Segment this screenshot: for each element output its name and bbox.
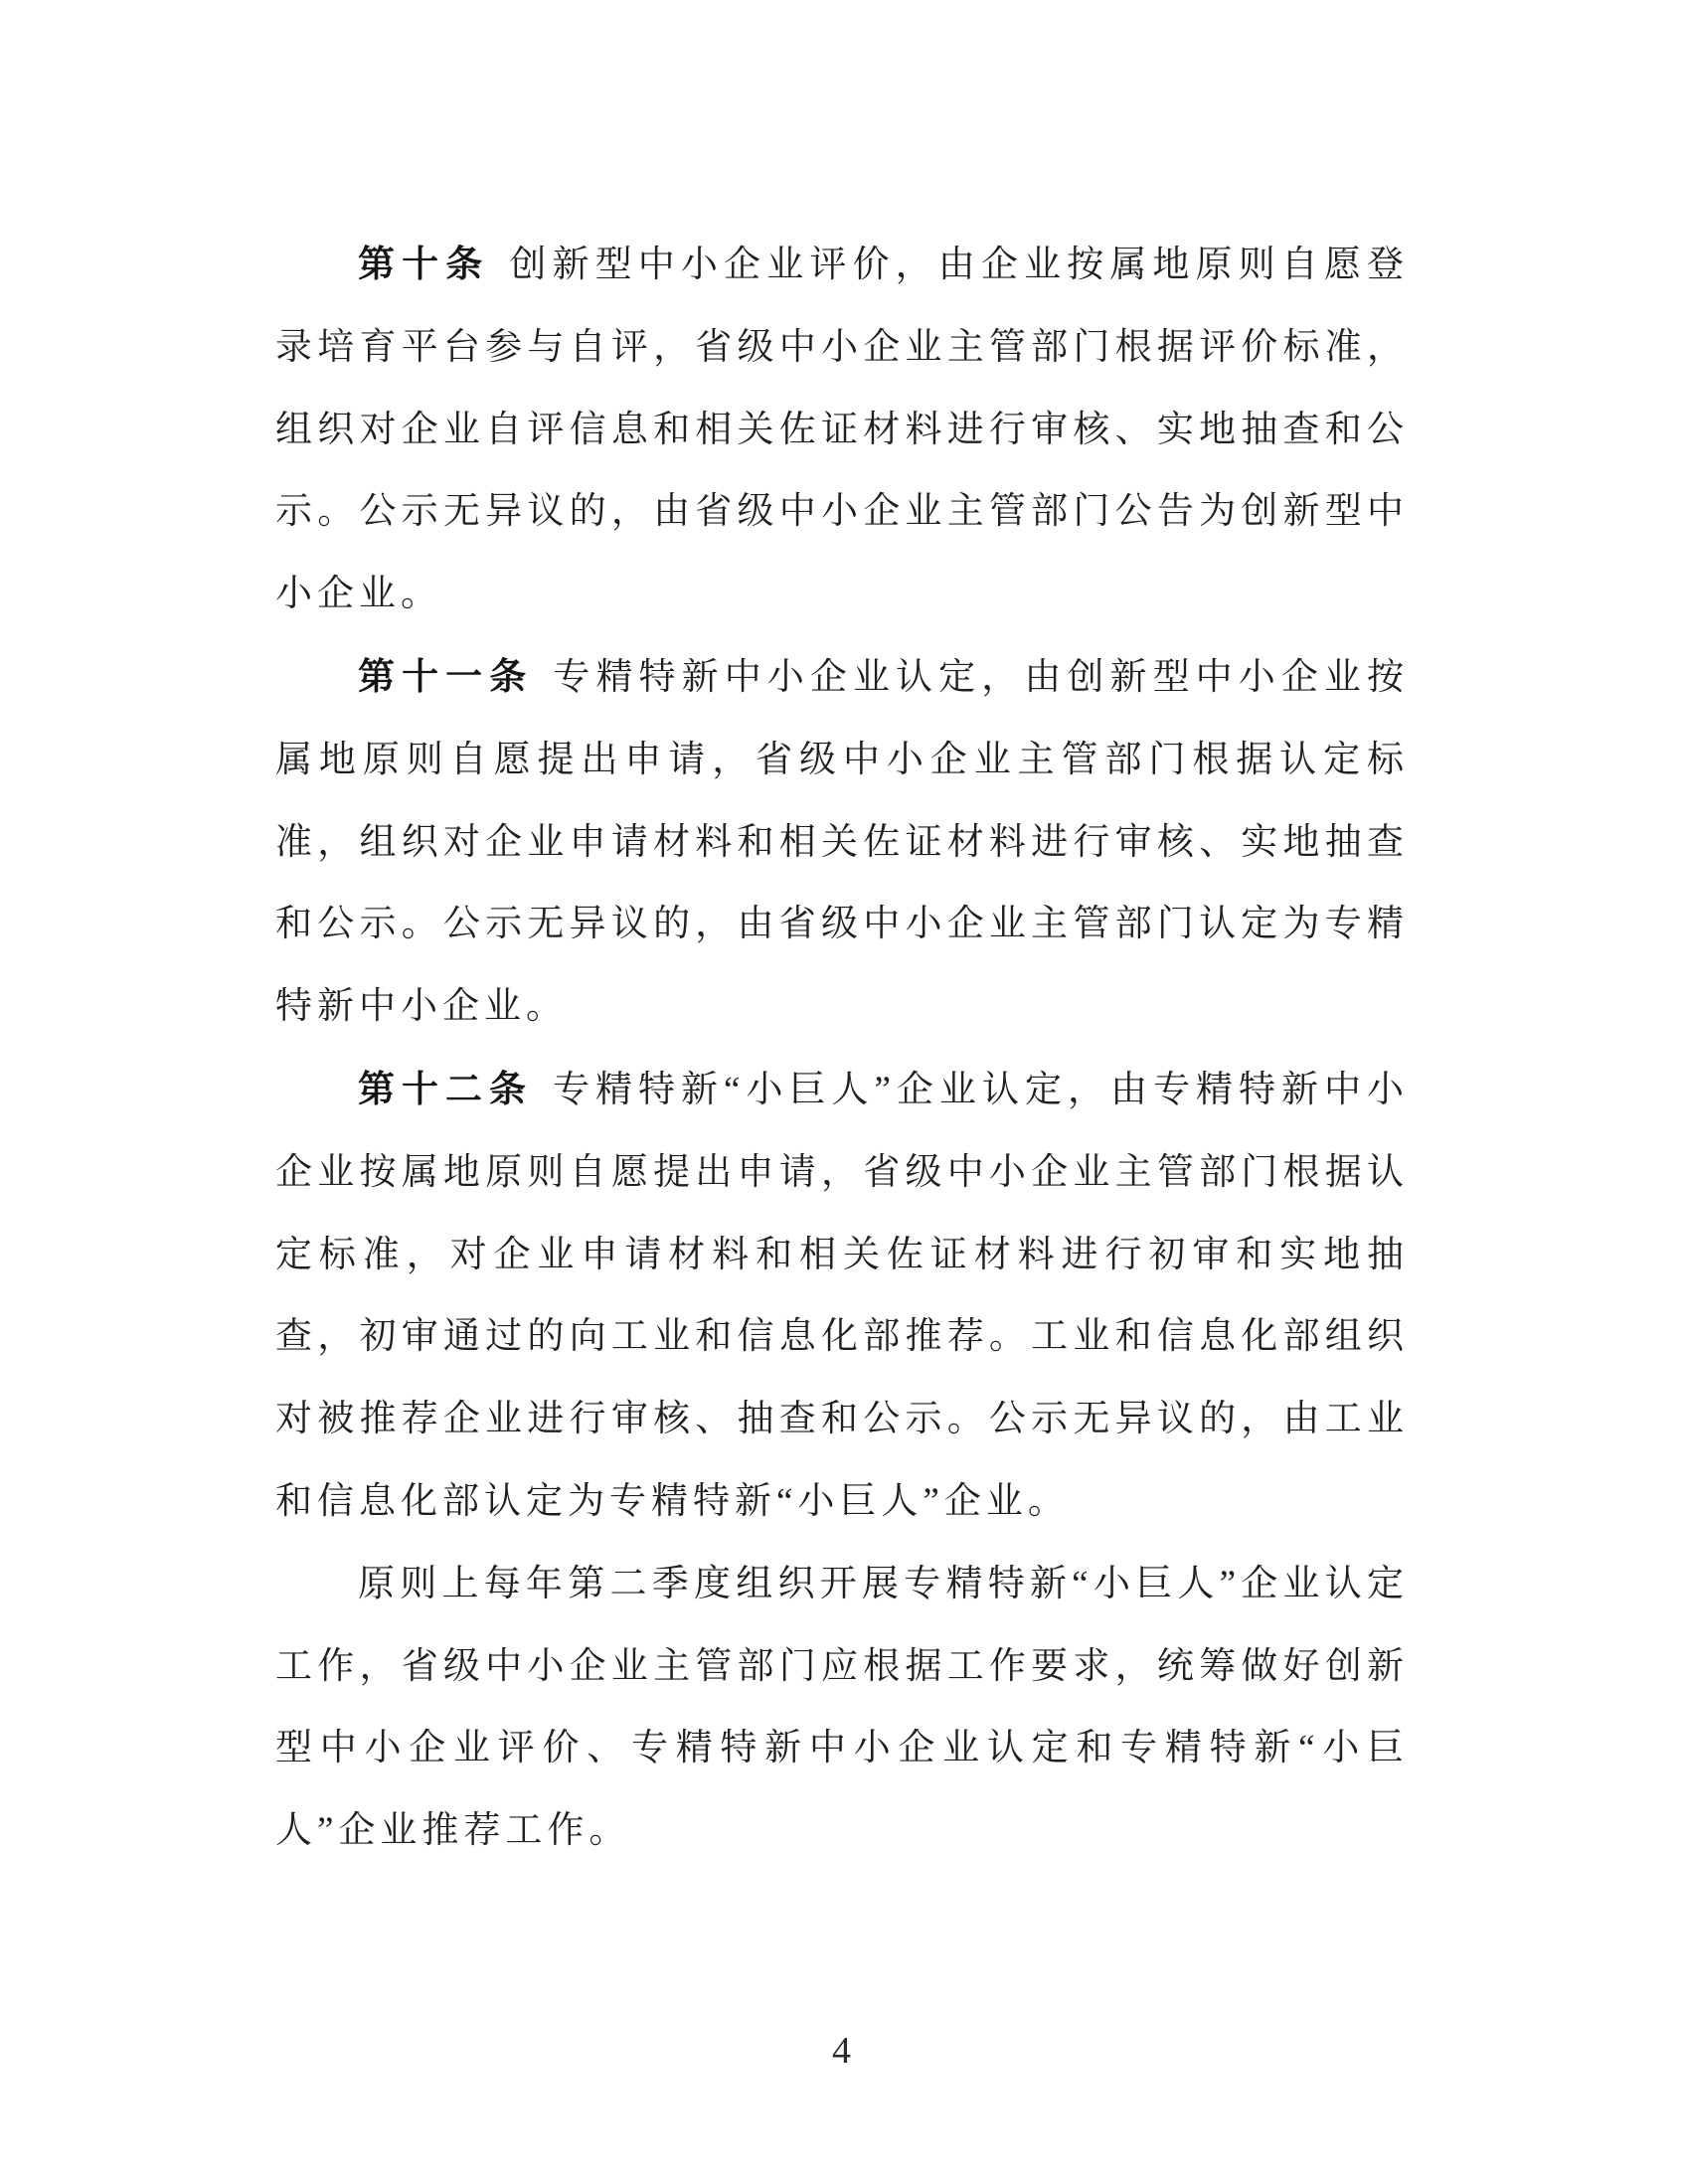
article-10-heading: 第十条 bbox=[358, 244, 490, 284]
paragraph-article-10 bbox=[275, 224, 1409, 636]
article-11-body: 专精特新中小企业认定，由创新型中小企业按属地原则自愿提出申请，省级中小企业主管部门根据认定标准，组织对企业申请材料和相关佐证材料进行审核、实地抽查和公示。公示无异议的，由省级中小企业主管部门认定为专精特新中小企业。 bbox=[275, 656, 1410, 1028]
article-12-heading: 第十二条 bbox=[358, 1068, 534, 1109]
paragraph-article-11 bbox=[275, 636, 1409, 1049]
article-11-heading: 第十一条 bbox=[358, 655, 534, 697]
paragraph-annual-schedule bbox=[275, 1544, 1409, 1873]
paragraph-article-12 bbox=[275, 1049, 1409, 1544]
article-12-body: 专精特新“小巨人”企业认定，由专精特新中小企业按属地原则自愿提出申请，省级中小企业主管部门根据认定标准，对企业申请材料和相关佐证材料进行初审和实地抽查，初审通过的向工业和信息化部推荐。工业和信息化部组织对被推荐企业进行审核、抽查和公示。公示无异议的，由工业和信息化部认定为专精特新“小巨人”企业。 bbox=[275, 1069, 1410, 1522]
annual-schedule-body: 原则上每年第二季度组织开展专精特新“小巨人”企业认定工作，省级中小企业主管部门应根据工作要求，统筹做好创新型中小企业评价、专精特新中小企业认定和专精特新“小巨人”企业推荐工作。 bbox=[275, 1563, 1409, 1852]
page-number: 4 bbox=[832, 2030, 851, 2072]
article-10-body: 创新型中小企业评价，由企业按属地原则自愿登录培育平台参与自评，省级中小企业主管部门根据评价标准，组织对企业自评信息和相关佐证材料进行审核、实地抽查和公示。公示无异议的，由省级中小企业主管部门公告为创新型中小企业。 bbox=[275, 245, 1410, 615]
document-body bbox=[275, 224, 1409, 1873]
